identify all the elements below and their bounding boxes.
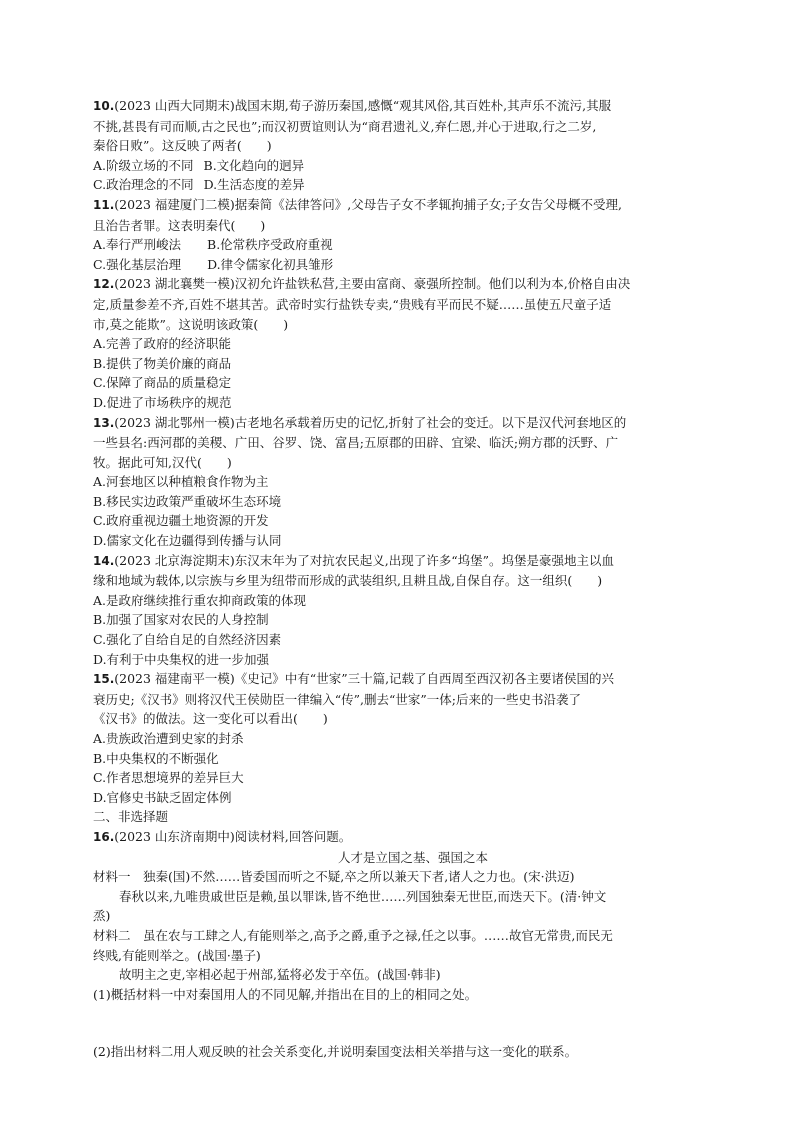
option-b: B.文化趋向的迥异 <box>203 157 305 173</box>
option-d: D.生活态度的差异 <box>203 177 305 193</box>
material-label: 材料二 <box>93 927 144 943</box>
section-heading: 二、非选择题 <box>93 809 169 825</box>
question-13 <box>93 413 703 551</box>
option-d: D.促进了市场秩序的规范 <box>93 394 232 410</box>
question-text: (2023 山东济南期中)阅读材料,回答问题。 <box>114 828 352 844</box>
option-d: D.有利于中央集权的进一步加强 <box>93 651 270 667</box>
question-number: 12. <box>93 277 115 292</box>
option-c: C.政府重视边疆土地资源的开发 <box>93 513 269 529</box>
material-text: 故明主之吏,宰相必起于州部,猛将必发于卒伍。(战国·韩非) <box>119 967 441 983</box>
question-text: (2023 福建厦门二模)据秦简《法律答问》,父母告子女不孝辄拘捕子女;子女告父母概不受理, <box>114 196 622 212</box>
sub-question-1: (1)概括材料一中对秦国用人的不同见解,并指出在目的上的相同之处。 <box>93 986 478 1002</box>
option-a: A.是政府继续推行重农抑商政策的体现 <box>93 592 307 608</box>
option-c: C.强化基层治理 <box>93 256 182 272</box>
question-15 <box>93 669 703 807</box>
exam-page <box>93 96 703 1062</box>
question-text: 《汉书》的做法。这一变化可以看出( ) <box>93 711 328 727</box>
option-a: A.阶级立场的不同 <box>93 157 194 173</box>
question-text: 牧。据此可知,汉代( ) <box>93 454 232 470</box>
question-number: 13. <box>93 415 115 430</box>
material-text: 烝) <box>93 908 111 924</box>
question-number: 15. <box>93 672 115 687</box>
option-b: B.提供了物美价廉的商品 <box>93 355 232 371</box>
question-12 <box>93 274 703 412</box>
material-title: 人才是立国之基、强国之本 <box>337 849 488 865</box>
question-text: 不挑,甚畏有司而顺,古之民也”;而汉初贾谊则认为“商君遗礼义,弃仁恩,并心于进取,行之二岁, <box>93 118 597 134</box>
option-d: D.儒家文化在边疆得到传播与认同 <box>93 533 282 549</box>
material-text: 终贱,有能则举之。(战国·墨子) <box>93 947 261 963</box>
option-b: B.加强了国家对农民的人身控制 <box>93 612 269 628</box>
question-text: 秦俗日败”。这反映了两者( ) <box>93 138 272 154</box>
question-text: 市,莫之能欺”。这说明该政策( ) <box>93 316 289 332</box>
question-11 <box>93 195 703 274</box>
question-text: 缘和地域为载体,以宗族与乡里为纽带而形成的武装组织,且耕且战,自保自存。这一组织( ) <box>93 573 603 589</box>
question-text: 衰历史;《汉书》则将汉代王侯勋臣一律编入“传”,删去“世家”一体;后来的一些史书沿袭了 <box>93 691 581 707</box>
option-a: A.河套地区以种植粮食作物为主 <box>93 474 269 490</box>
option-d: D.律令儒家化初具雏形 <box>207 256 334 272</box>
question-text: (2023 山西大同期末)战国末期,荀子游历秦国,感慨“观其风俗,其百姓朴,其声乐不流污,其服 <box>114 98 612 113</box>
question-number: 14. <box>93 553 115 568</box>
material-text: 独秦(国)不然……皆委国而听之不疑,卒之所以兼天下者,诸人之力也。(宋·洪迈) <box>143 869 575 885</box>
option-b: B.中央集权的不断强化 <box>93 750 219 766</box>
option-b: B.伦常秩序受政府重视 <box>207 237 333 253</box>
option-b: B.移民实边政策严重破坏生态环境 <box>93 493 282 509</box>
question-number: 16. <box>93 829 115 844</box>
option-a: A.完善了政府的经济职能 <box>93 336 232 352</box>
question-text: (2023 福建南平一模)《史记》中有“世家”三十篇,记载了自西周至西汉初各主要诸侯国的兴 <box>114 671 615 687</box>
material-text: 春秋以来,九唯贵戚世臣是赖,虽以罪诛,皆不绝世……列国独秦无世臣,而迭天下。(清·钟文 <box>119 888 607 904</box>
question-10 <box>93 96 703 195</box>
question-text: (2023 北京海淀期末)东汉末年为了对抗农民起义,出现了许多“坞堡”。坞堡是豪强地主以血 <box>114 552 615 568</box>
sub-question-2: (2)指出材料二用人观反映的社会关系变化,并说明秦国变法相关举措与这一变化的联系。 <box>93 1044 578 1060</box>
question-text: 定,质量参差不齐,百姓不堪其苦。武帝时实行盐铁专卖,“贵贱有平而民不疑……虽使五尺童子适 <box>93 296 612 312</box>
question-16 <box>93 827 703 1062</box>
option-c: C.强化了自给自足的自然经济因素 <box>93 632 282 648</box>
material-label: 材料一 <box>93 869 144 885</box>
question-text: 一些县名:西河郡的美稷、广田、谷罗、饶、富昌;五原郡的田辟、宜梁、临沃;朔方郡的沃野、广 <box>93 435 619 451</box>
question-text: (2023 湖北鄂州一模)古老地名承载着历史的记忆,折射了社会的变迁。以下是汉代河套地区的 <box>114 414 627 430</box>
option-c: C.保障了商品的质量稳定 <box>93 375 232 391</box>
option-a: A.奉行严刑峻法 <box>93 237 182 253</box>
question-14 <box>93 551 703 670</box>
question-number: 11. <box>93 197 115 212</box>
option-c: C.作者思想境界的差异巨大 <box>93 770 244 786</box>
material-text: 虽在农与工肆之人,有能则举之,高予之爵,重予之禄,任之以事。……故官无常贵,而民无 <box>143 927 613 943</box>
question-text: 且治告者罪。这表明秦代( ) <box>93 217 266 233</box>
option-a: A.贵族政治遭到史家的封杀 <box>93 731 244 746</box>
option-d: D.官修史书缺乏固定体例 <box>93 789 232 805</box>
option-c: C.政治理念的不同 <box>93 177 194 193</box>
question-number: 10. <box>93 99 115 113</box>
question-text: (2023 湖北襄樊一模)汉初允许盐铁私营,主要由富商、豪强所控制。他们以利为本,价格自由决 <box>114 276 631 292</box>
